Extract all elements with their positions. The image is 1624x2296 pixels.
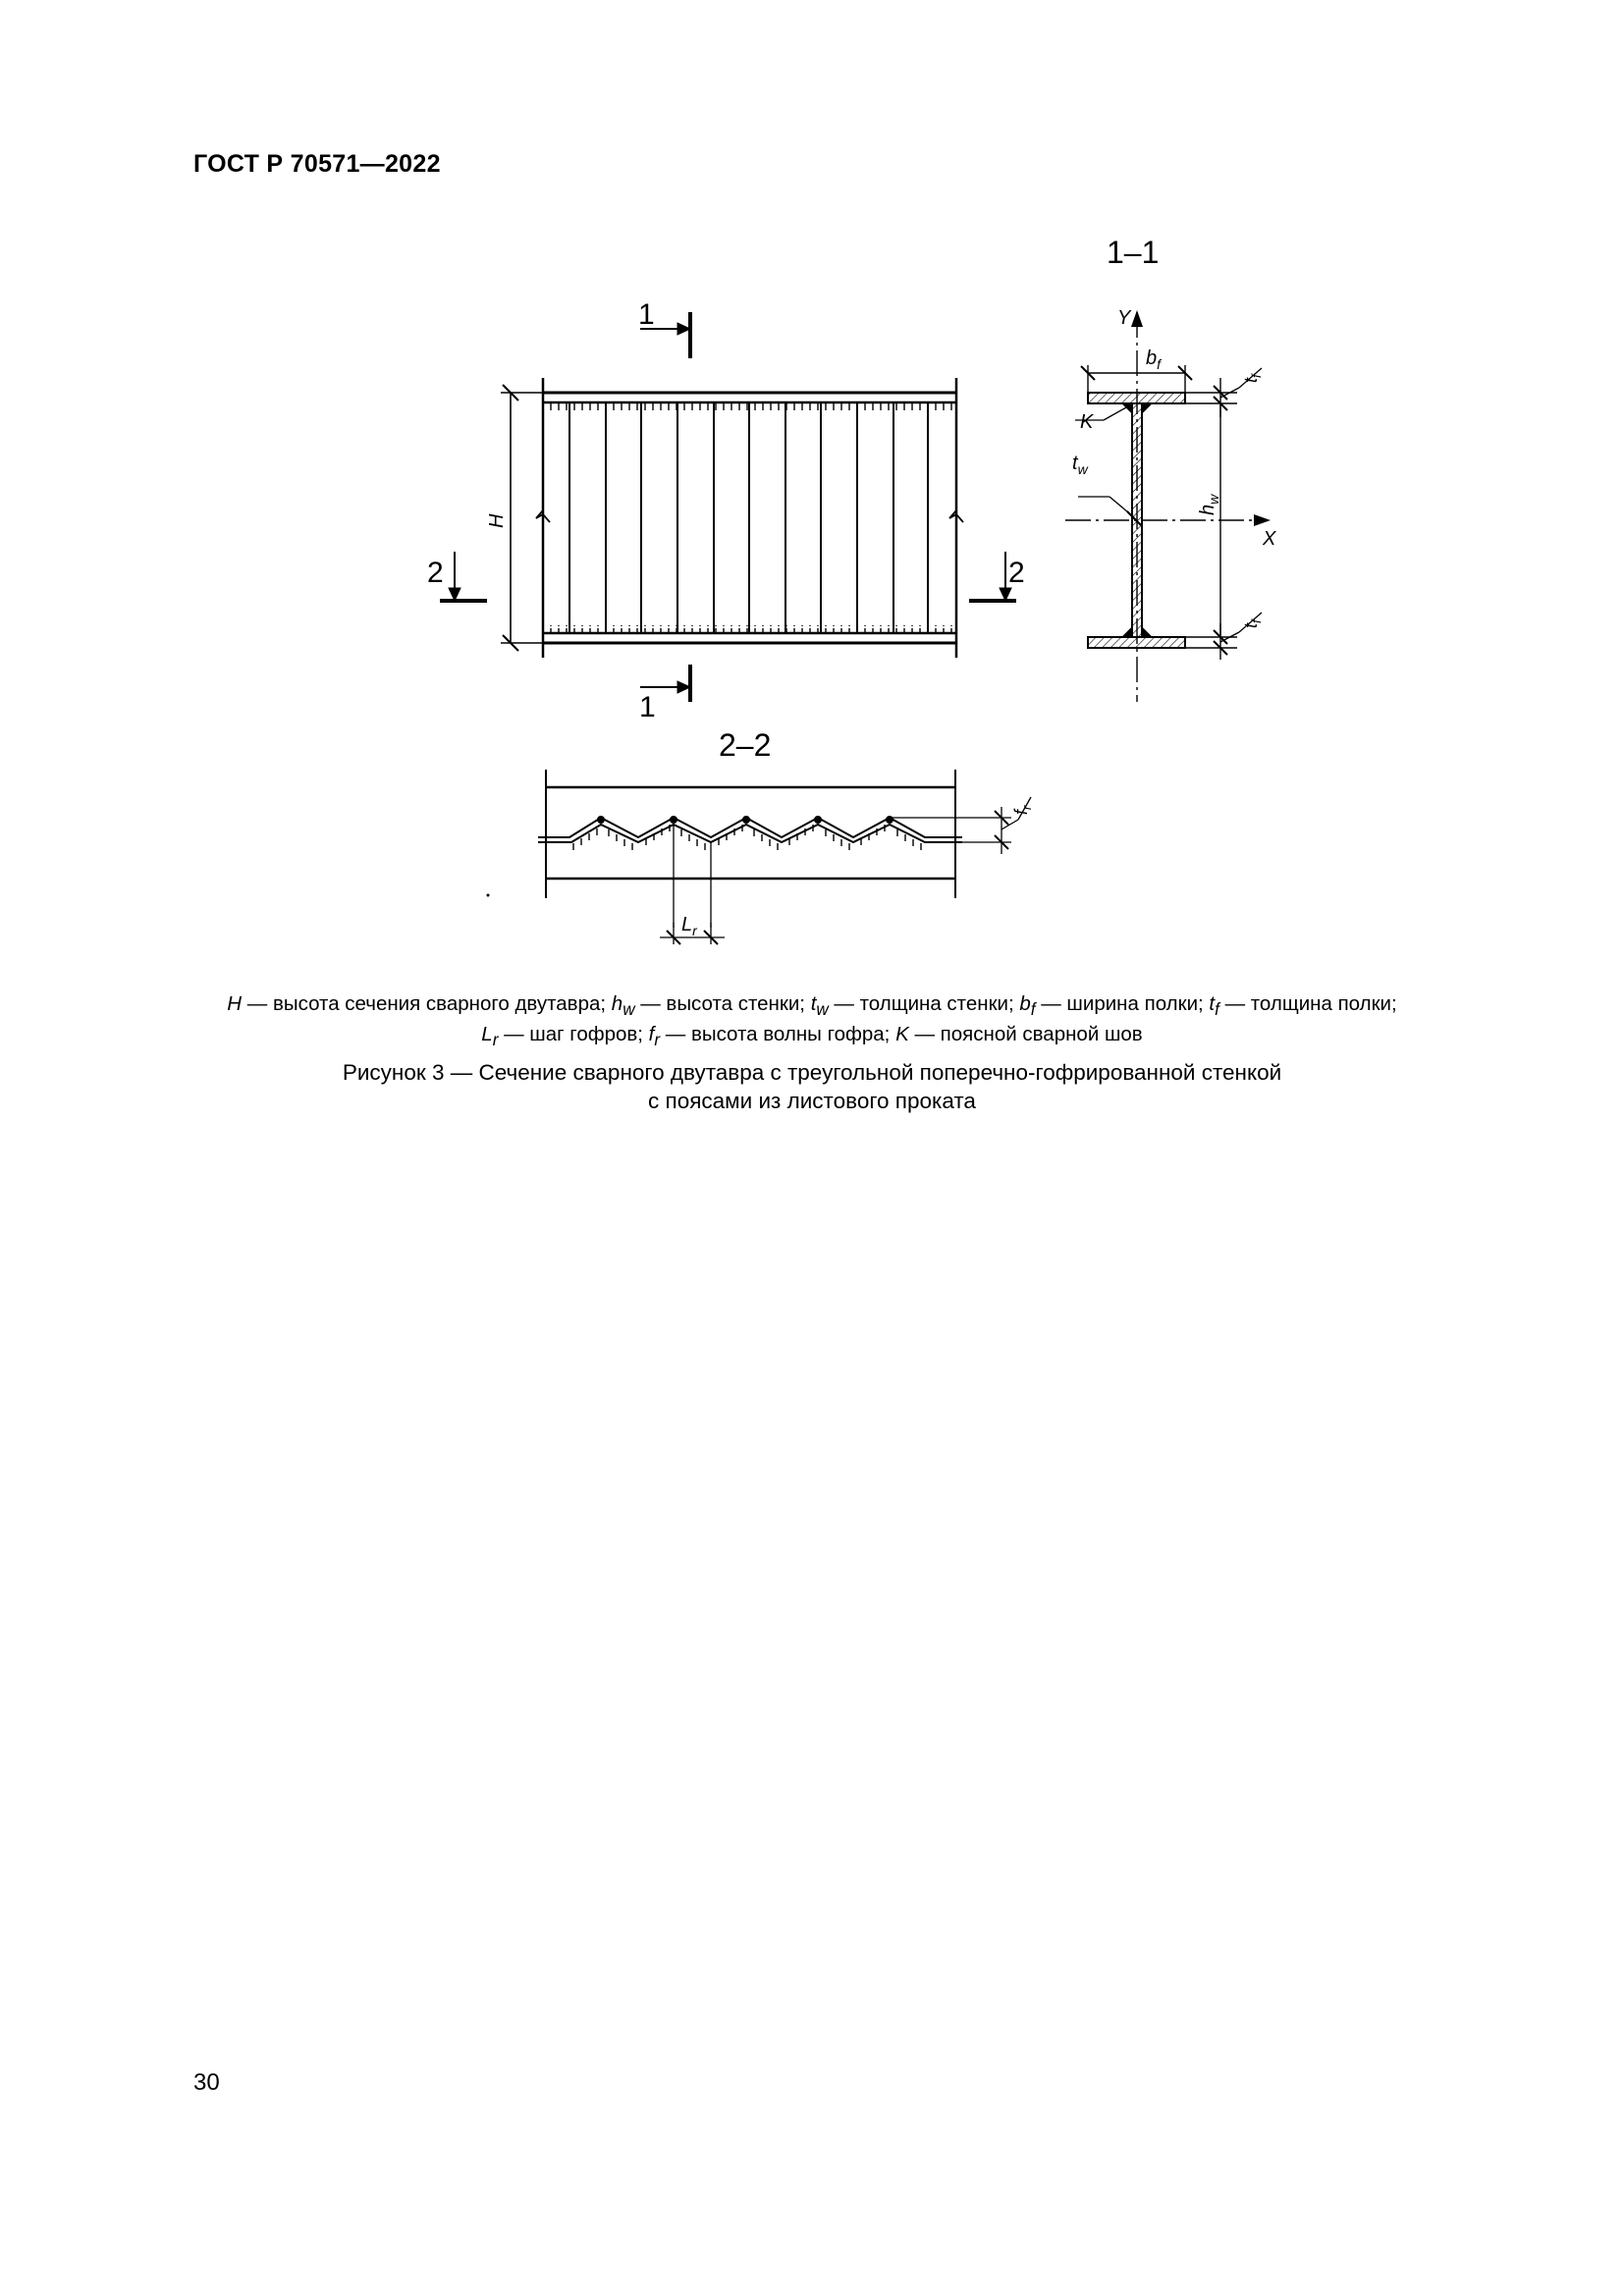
- section-2-2-drawing: [538, 770, 1031, 944]
- label-bf: $b_f$: [1146, 347, 1162, 372]
- beam-elevation: [501, 378, 963, 658]
- axis-x-label: X: [1263, 528, 1276, 550]
- figure-legend: H — высота сечения сварного двутавра; $h_w$ — высота стенки; $t_w$ — толщина стенки; $b_f$ — ширина полки; $t_f$ — толщина полки; $L_r$ — шаг гофров; $f_r$ — высота волны гофра; K — поясной сварной шов: [227, 992, 1397, 1050]
- figure-caption: [147, 1058, 1477, 1115]
- page-number: 30: [193, 2069, 220, 2096]
- cut-2-right-label: 2: [1008, 557, 1025, 589]
- section-2-2-title: 2–2: [719, 727, 772, 763]
- caption-line-1: Рисунок 3 — Сечение сварного двутавра с треугольной поперечно-гофрированной стенкой: [342, 1060, 1282, 1085]
- label-fr: $f_r$: [1011, 805, 1034, 815]
- label-tf-bottom: $t_f$: [1241, 619, 1264, 628]
- label-hw: $h_w$: [1197, 494, 1221, 515]
- label-H: H: [486, 513, 508, 528]
- stray-dot: [487, 894, 490, 897]
- cut-1-top-label: 1: [638, 298, 655, 331]
- label-tw: $t_w$: [1072, 453, 1088, 477]
- section-1-1-drawing: [1065, 310, 1271, 702]
- section-1-1-title: 1–1: [1107, 235, 1160, 270]
- axis-y-label: Y: [1117, 307, 1131, 329]
- document-header: ГОСТ Р 70571—2022: [193, 150, 441, 178]
- figure-3-drawing: [0, 0, 1624, 982]
- label-tf-top: $t_f$: [1241, 374, 1264, 383]
- label-Lr: $L_r$: [681, 914, 697, 938]
- cut-2-left-label: 2: [427, 557, 444, 589]
- label-K: K: [1080, 411, 1094, 433]
- cut-1-bottom-label: 1: [639, 691, 656, 723]
- cut-mark-2: [440, 552, 1016, 601]
- caption-line-2: с поясами из листового проката: [648, 1089, 976, 1113]
